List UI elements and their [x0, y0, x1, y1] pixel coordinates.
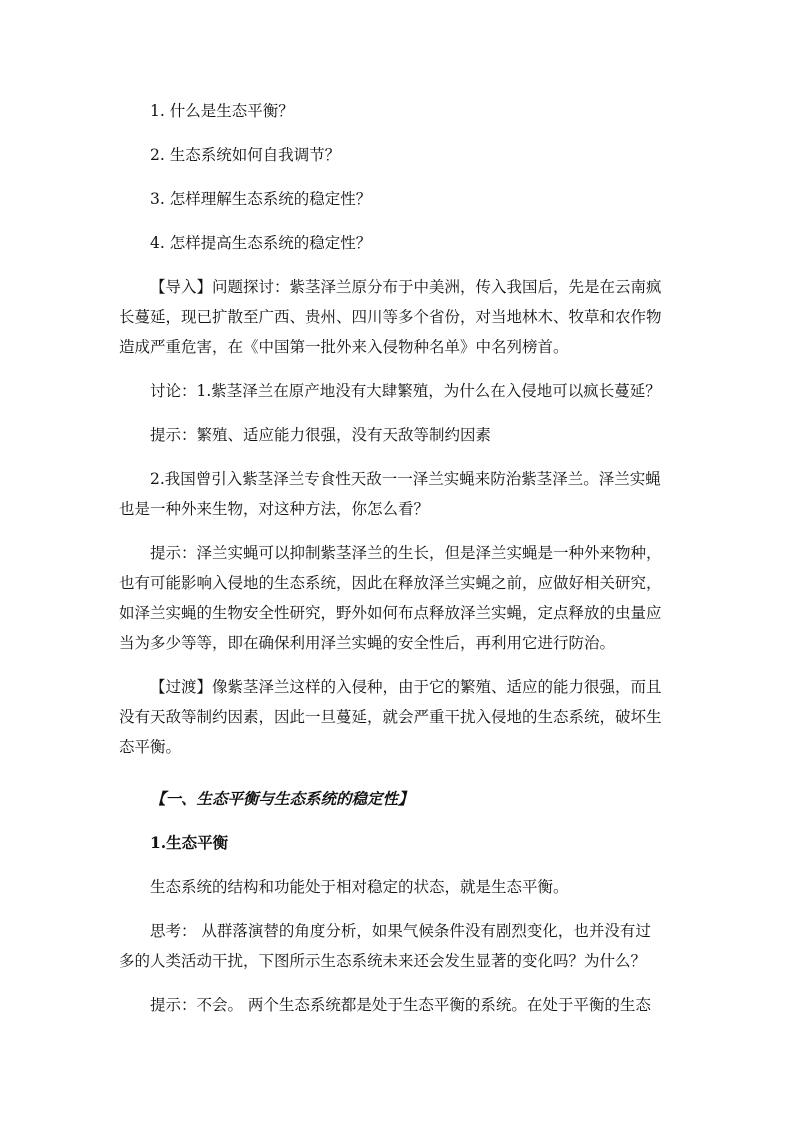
transition-line-2: 没有天敌等制约因素，因此一旦蔓延，就会严重干扰入侵地的生态系统，破坏生 — [119, 708, 662, 726]
thinking-paragraph — [119, 916, 679, 976]
intro-paragraph — [119, 272, 679, 362]
intro-tag: 【导入】 — [150, 278, 213, 296]
hint-3: 提示：不会。 两个生态系统都是处于生态平衡的系统。在处于平衡的生态 — [150, 996, 651, 1014]
subheading: 1.生态平衡 — [150, 833, 229, 852]
section-heading: 【一、生态平衡与生态系统的稳定性】 — [150, 789, 414, 808]
hint-1: 提示：繁殖、适应能力很强，没有天敌等制约因素 — [150, 426, 492, 444]
question-2: 2. 生态系统如何自我调节？ — [150, 146, 341, 164]
intro-line-2: 长蔓延，现已扩散至广西、贵州、四川等多个省份，对当地林木、牧草和农作物 — [119, 308, 662, 326]
thinking-line-1: 思考： 从群落演替的角度分析，如果气候条件没有剧烈变化，也并没有过 — [150, 922, 651, 940]
question-4: 4. 怎样提高生态系统的稳定性？ — [150, 234, 372, 252]
hint-2-line-1: 提示：泽兰实蝇可以抑制紫茎泽兰的生长，但是泽兰实蝇是一种外来物种， — [150, 544, 662, 562]
discussion-1: 讨论：1.紫茎泽兰在原产地没有大肆繁殖，为什么在入侵地可以疯长蔓延？ — [150, 382, 661, 400]
transition-paragraph — [119, 672, 679, 762]
intro-line-1: 问题探讨：紫茎泽兰原分布于中美洲，传入我国后，先是在云南疯 — [212, 278, 662, 296]
discussion-2-line-2: 也是一种外来生物，对这种方法，你怎么看？ — [119, 500, 430, 518]
transition-line-3: 态平衡。 — [119, 738, 182, 756]
question-3: 3. 怎样理解生态系统的稳定性？ — [150, 190, 372, 208]
thinking-line-2: 多的人类活动干扰，下图所示生态系统未来还会发生显著的变化吗？为什么？ — [119, 952, 647, 970]
transition-tag: 【过渡】 — [150, 678, 213, 696]
transition-line-1: 像紫茎泽兰这样的入侵种，由于它的繁殖、适应的能力很强，而且 — [212, 678, 662, 696]
hint-2-line-4: 当为多少等等，即在确保利用泽兰实蝇的安全性后，再利用它进行防治。 — [119, 634, 616, 652]
discussion-2 — [119, 464, 679, 524]
hint-2-line-2: 也有可能影响入侵地的生态系统，因此在释放泽兰实蝇之前，应做好相关研究， — [119, 574, 662, 592]
discussion-2-line-1: 2.我国曾引入紫茎泽兰专食性天敌一一泽兰实蝇来防治紫茎泽兰。泽兰实蝇 — [150, 470, 661, 488]
definition: 生态系统的结构和功能处于相对稳定的状态，就是生态平衡。 — [150, 878, 569, 896]
intro-line-3: 造成严重危害，在《中国第一批外来入侵物种名单》中名列榜首。 — [119, 338, 569, 356]
hint-2-line-3: 如泽兰实蝇的生物安全性研究，野外如何布点释放泽兰实蝇，定点释放的虫量应 — [119, 604, 662, 622]
document-body — [119, 96, 679, 1020]
hint-2 — [119, 538, 679, 658]
question-1: 1. 什么是生态平衡？ — [150, 102, 294, 120]
